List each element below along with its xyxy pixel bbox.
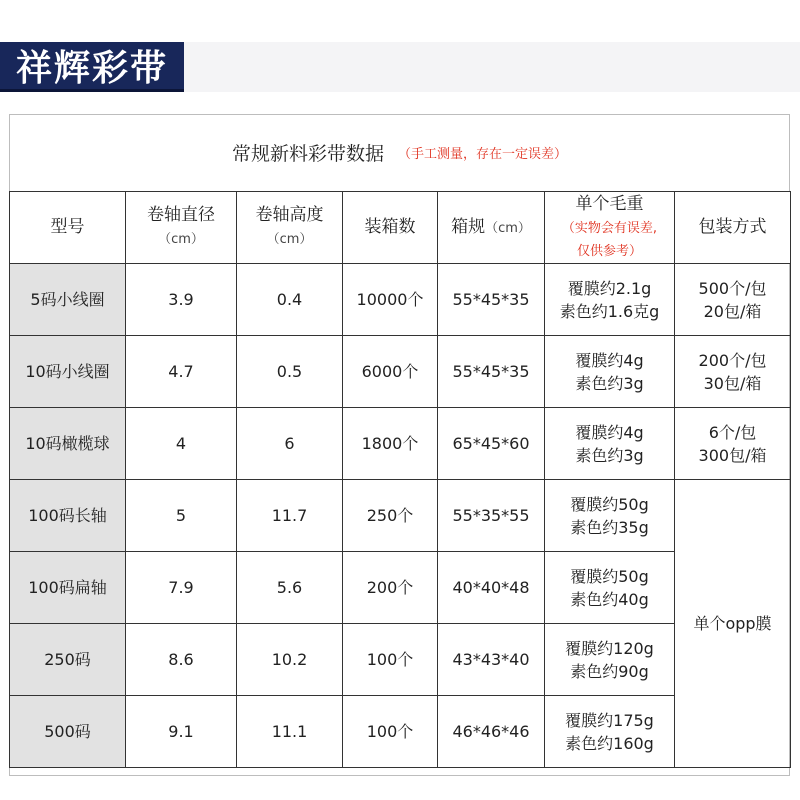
cell-height: 0.4 bbox=[237, 264, 343, 336]
cell-packing: 200个/包 30包/箱 bbox=[675, 336, 791, 408]
cell-model: 10码小线圈 bbox=[10, 336, 126, 408]
cell-model: 10码橄榄球 bbox=[10, 408, 126, 480]
header-packing: 包装方式 bbox=[675, 192, 791, 264]
cell-packing: 6个/包 300包/箱 bbox=[675, 408, 791, 480]
cell-height: 10.2 bbox=[237, 624, 343, 696]
cell-height: 0.5 bbox=[237, 336, 343, 408]
cell-box-spec: 40*40*48 bbox=[438, 552, 545, 624]
cell-per-box: 1800个 bbox=[343, 408, 438, 480]
cell-per-box: 100个 bbox=[343, 696, 438, 768]
table-row bbox=[10, 264, 791, 336]
cell-height: 6 bbox=[237, 408, 343, 480]
cell-weight: 覆膜约4g 素色约3g bbox=[545, 336, 675, 408]
cell-diameter: 8.6 bbox=[126, 624, 237, 696]
cell-diameter: 4 bbox=[126, 408, 237, 480]
cell-weight: 覆膜约175g 素色约160g bbox=[545, 696, 675, 768]
cell-box-spec: 43*43*40 bbox=[438, 624, 545, 696]
header-weight: 单个毛重 （实物会有误差, 仅供参考） bbox=[545, 192, 675, 264]
table-title-note: （手工测量，存在一定误差） bbox=[398, 147, 568, 162]
cell-weight: 覆膜约50g 素色约35g bbox=[545, 480, 675, 552]
cell-per-box: 100个 bbox=[343, 624, 438, 696]
cell-packing: 500个/包 20包/箱 bbox=[675, 264, 791, 336]
table-row bbox=[10, 624, 791, 696]
cell-box-spec: 55*45*35 bbox=[438, 336, 545, 408]
cell-height: 11.7 bbox=[237, 480, 343, 552]
table-row bbox=[10, 408, 791, 480]
cell-per-box: 250个 bbox=[343, 480, 438, 552]
cell-model: 250码 bbox=[10, 624, 126, 696]
cell-diameter: 7.9 bbox=[126, 552, 237, 624]
cell-model: 100码扁轴 bbox=[10, 552, 126, 624]
header-per-box: 装箱数 bbox=[343, 192, 438, 264]
cell-weight: 覆膜约50g 素色约40g bbox=[545, 552, 675, 624]
table-title-main: 常规新料彩带数据 bbox=[231, 143, 384, 165]
table-row bbox=[10, 336, 791, 408]
brand-title: 祥辉彩带 bbox=[0, 42, 184, 92]
cell-box-spec: 65*45*60 bbox=[438, 408, 545, 480]
header-diameter: 卷轴直径 （cm） bbox=[126, 192, 237, 264]
table-title bbox=[9, 114, 790, 191]
cell-box-spec: 46*46*46 bbox=[438, 696, 545, 768]
header-model: 型号 bbox=[10, 192, 126, 264]
cell-shared-packing: 单个opp膜 bbox=[675, 480, 791, 768]
spec-table bbox=[9, 191, 791, 768]
cell-weight: 覆膜约120g 素色约90g bbox=[545, 624, 675, 696]
cell-model: 5码小线圈 bbox=[10, 264, 126, 336]
cell-per-box: 200个 bbox=[343, 552, 438, 624]
cell-model: 100码长轴 bbox=[10, 480, 126, 552]
cell-diameter: 4.7 bbox=[126, 336, 237, 408]
cell-diameter: 9.1 bbox=[126, 696, 237, 768]
cell-per-box: 10000个 bbox=[343, 264, 438, 336]
cell-height: 11.1 bbox=[237, 696, 343, 768]
cell-box-spec: 55*45*35 bbox=[438, 264, 545, 336]
cell-weight: 覆膜约4g 素色约3g bbox=[545, 408, 675, 480]
table-row bbox=[10, 696, 791, 768]
cell-height: 5.6 bbox=[237, 552, 343, 624]
header-box-spec: 箱规（cm） bbox=[438, 192, 545, 264]
table-row bbox=[10, 552, 791, 624]
header-height: 卷轴高度 （cm） bbox=[237, 192, 343, 264]
cell-weight: 覆膜约2.1g 素色约1.6克g bbox=[545, 264, 675, 336]
cell-diameter: 3.9 bbox=[126, 264, 237, 336]
table-row bbox=[10, 480, 791, 552]
cell-box-spec: 55*35*55 bbox=[438, 480, 545, 552]
header-row bbox=[10, 192, 791, 264]
cell-model: 500码 bbox=[10, 696, 126, 768]
cell-diameter: 5 bbox=[126, 480, 237, 552]
cell-per-box: 6000个 bbox=[343, 336, 438, 408]
